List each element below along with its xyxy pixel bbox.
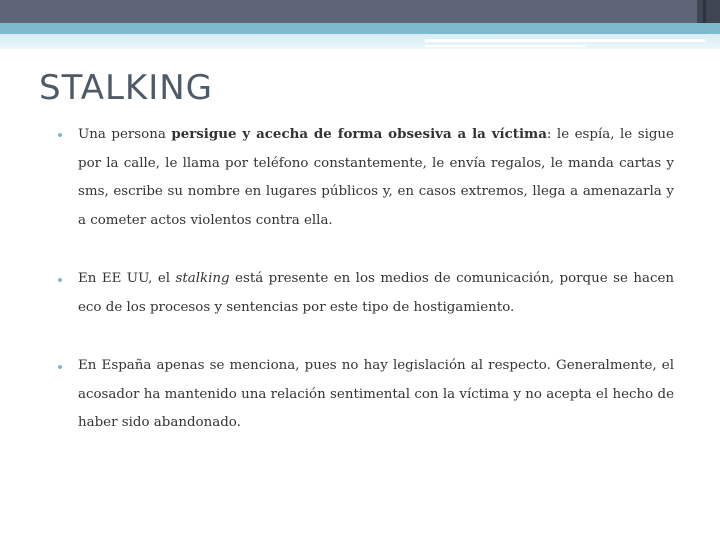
- bullet-2-rest: está presente en los medios de comunicación, porque se hacen eco de los procesos y sentencias por este tipo de hostigamiento.: [78, 271, 674, 315]
- bullet-1-rest: : le espía, le sigue por la calle, le llama por teléfono constantemente, le envía regalos, le manda cartas y sms, escribe su nombre en lugares públicos y, en casos extremos, llega a amenazarla y a cometer actos violentos contra ella.: [78, 127, 674, 228]
- bullet-1-bold: persigue y acecha de forma obsesiva a la víctima: [171, 126, 547, 142]
- header-bar-corner: [697, 0, 720, 23]
- bullet-1-lead: Una persona: [78, 127, 172, 142]
- header-bar: [0, 0, 720, 23]
- bullet-list: [56, 120, 674, 468]
- bullet-2-italic: stalking: [175, 271, 230, 286]
- bullet-item-3: [56, 352, 674, 438]
- header-accent-band: [0, 23, 720, 34]
- bullet-item-1: [56, 120, 674, 235]
- slide-title: STALKING: [39, 68, 214, 108]
- bullet-2-lead: En EE UU, el: [78, 271, 176, 286]
- bullet-3-text: En España apenas se menciona, pues no hay legislación al respecto. Generalmente, el acosador ha mantenido una relación sentimental con la víctima y no acepta el hecho de haber sido abandonado.: [78, 358, 674, 430]
- header-decorative-line-short: [425, 45, 585, 47]
- bullet-item-2: [56, 265, 674, 322]
- header-decorative-line: [425, 39, 705, 42]
